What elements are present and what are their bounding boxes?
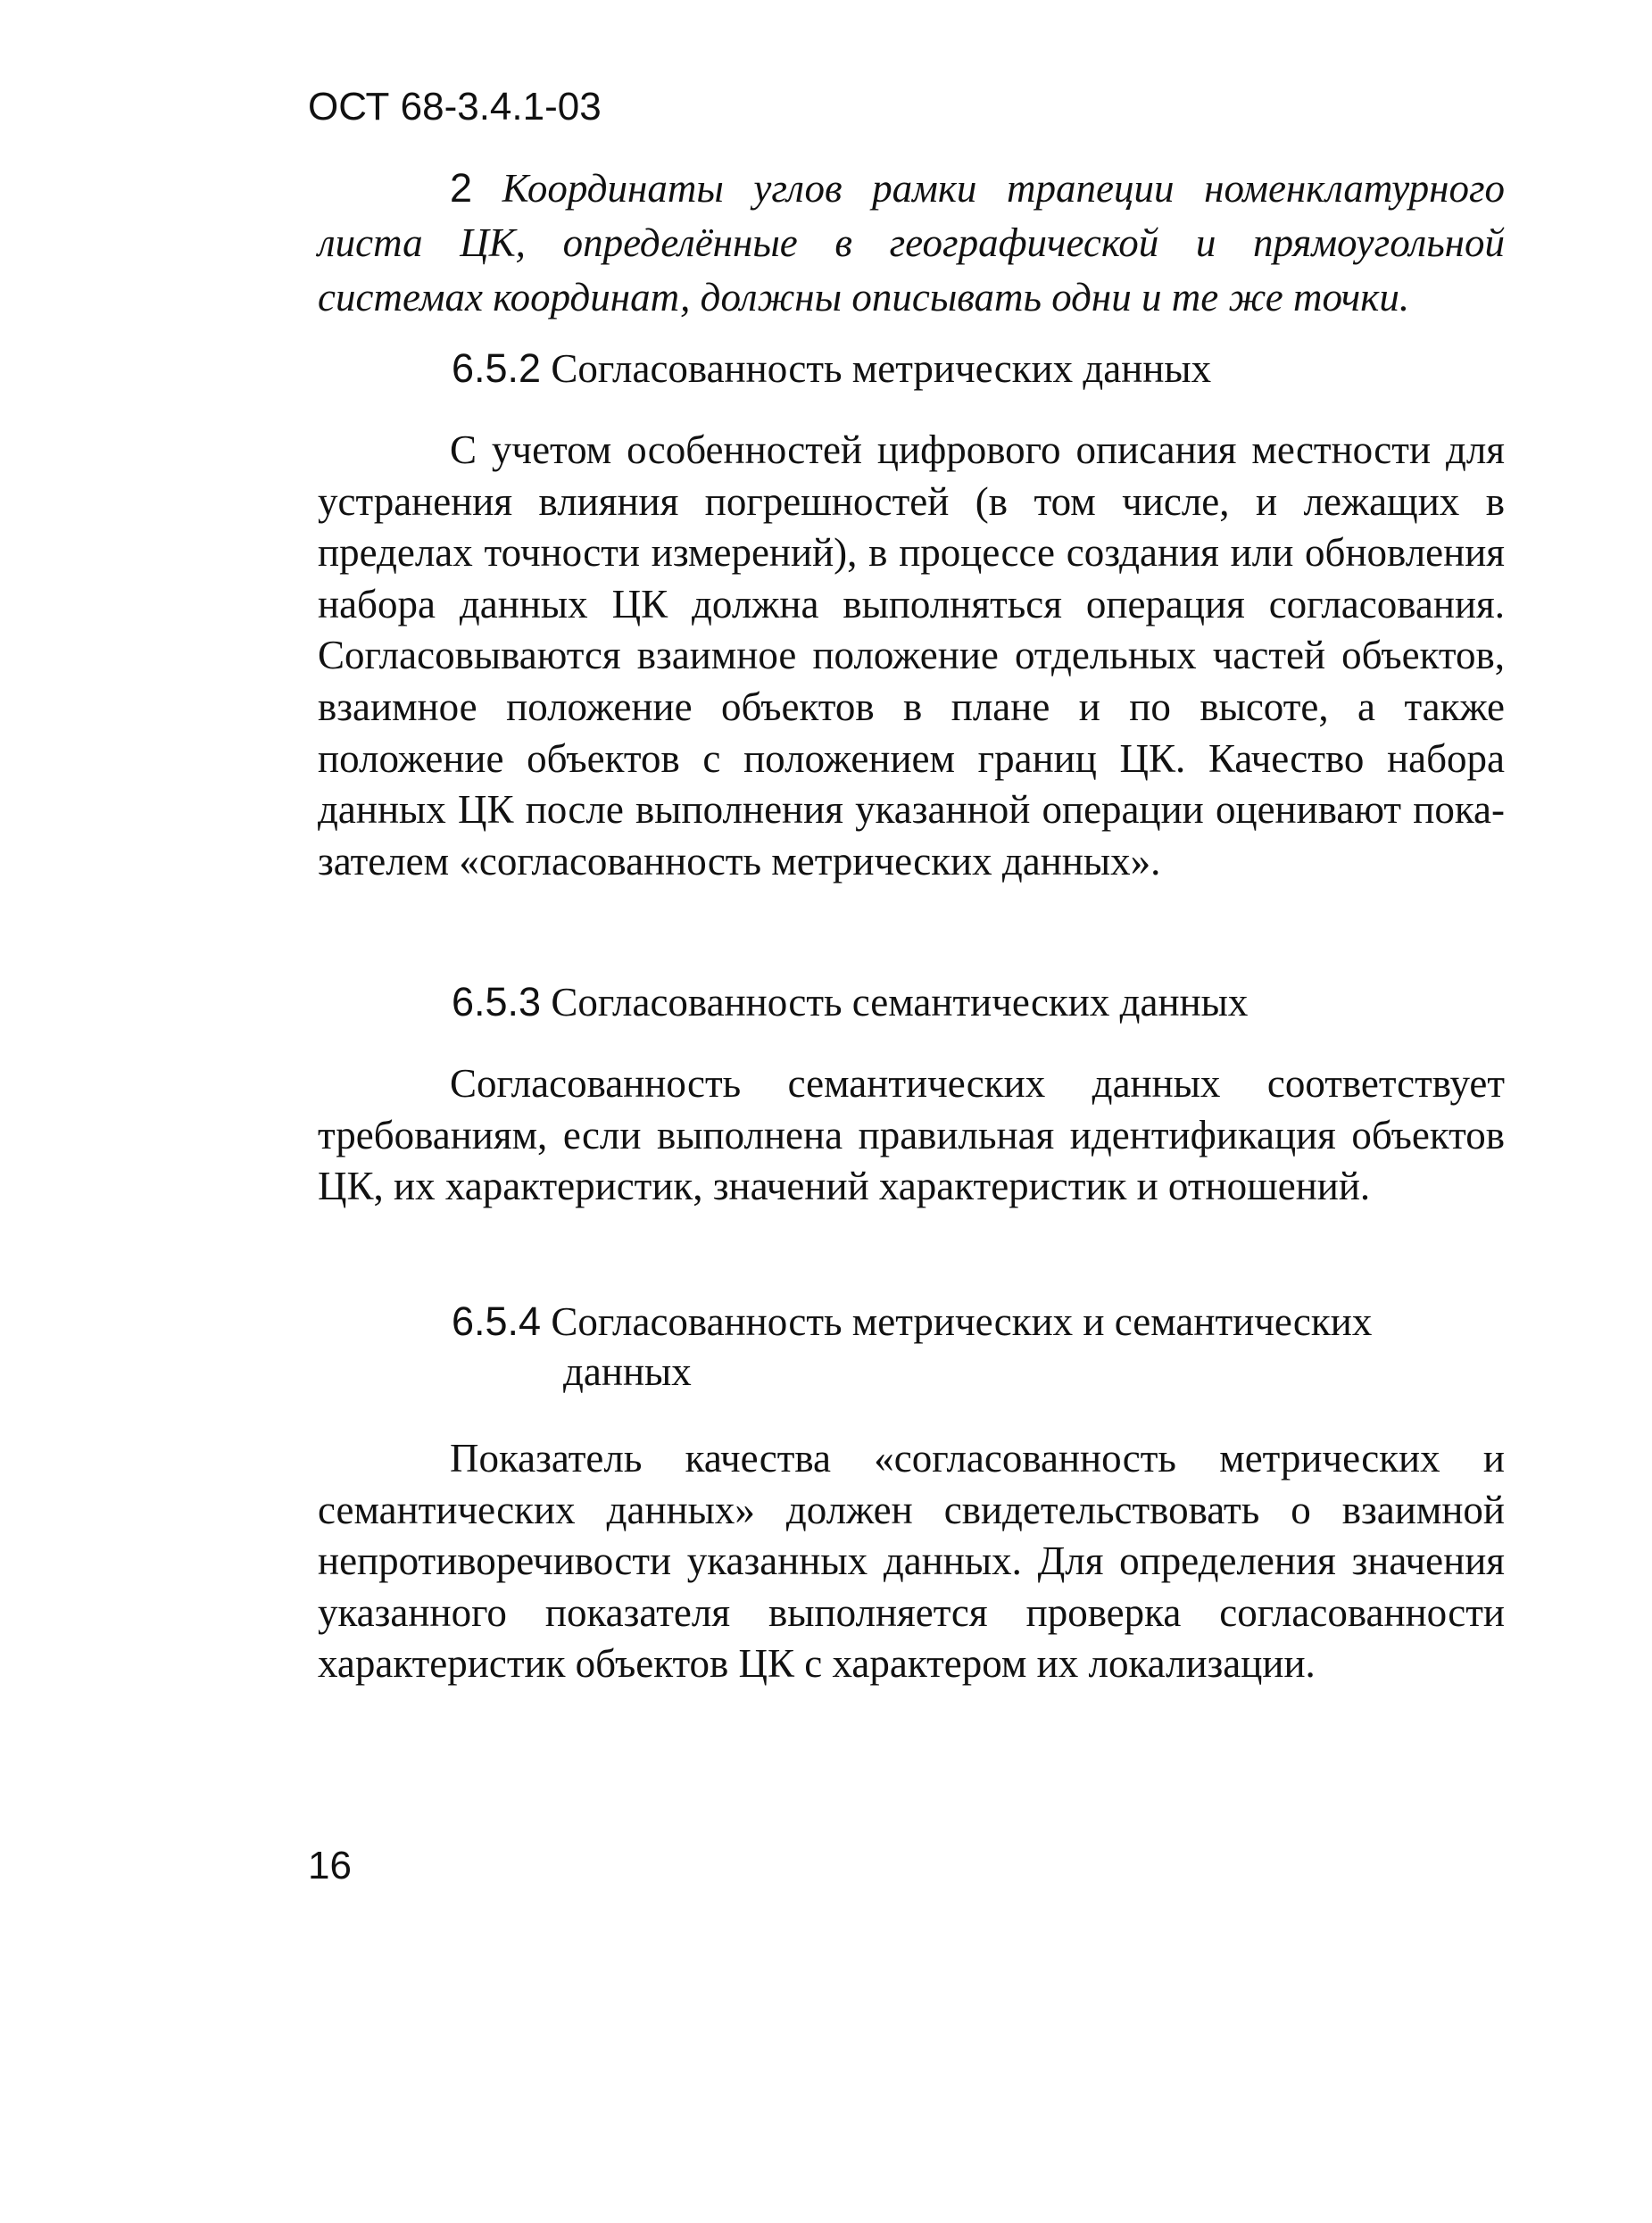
section-title: Согласованность семантических данных: [551, 980, 1249, 1024]
section-title: Согласованность метрических данных: [551, 346, 1212, 391]
document-code-header: ОСТ 68-3.4.1-03: [308, 85, 602, 129]
section-number: 6.5.4: [452, 1298, 542, 1344]
page-number: 16: [308, 1844, 352, 1887]
section-heading-6-5-2: [452, 344, 1211, 394]
note-paragraph: [318, 161, 1505, 325]
note-number: 2: [450, 165, 473, 211]
section-number: 6.5.3: [452, 979, 542, 1024]
section-heading-6-5-4: [452, 1297, 1372, 1397]
section-body-6-5-2: С учетом особенностей цифрового описания местности для устранения влияния погрешностей (в том числе, и лежащих в пределах точности измерений), в процессе создания или обновления набора данных ЦК должна выполняться операция согласования. Согласовываются взаимное положение отдельных частей объектов, взаимное положение объектов в плане и по высоте, а также положение объектов с положением границ ЦК. Качество набора данных ЦК после выполнения указанной операции оценивают показателем «согласованность метрических данных».: [318, 427, 1505, 883]
note-text: Координаты углов рамки трапеции номенклатурного листа ЦК, определённые в географической и прямоугольной системах координат, должны описывать одни и те же точки.: [318, 166, 1506, 319]
section-title-continuation: данных: [563, 1349, 692, 1394]
section-heading-6-5-3: [452, 977, 1248, 1027]
section-body-6-5-3: Согласованность семантических данных соответствует требованиям, если выполнена правильная идентификация объектов ЦК, их характеристик, значений характеристик и отношений.: [318, 1061, 1505, 1209]
section-number: 6.5.2: [452, 345, 542, 391]
section-body-6-5-4: Показатель качества «согласованность метрических и семантических данных» должен свидетельствовать о взаимной непротиворечивости указанных данных. Для определения значения указанного показателя выполняется проверка согласованности характеристик объектов ЦК с характером их локализации.: [318, 1436, 1505, 1687]
section-title: Согласованность метрических и семантических: [551, 1299, 1373, 1344]
